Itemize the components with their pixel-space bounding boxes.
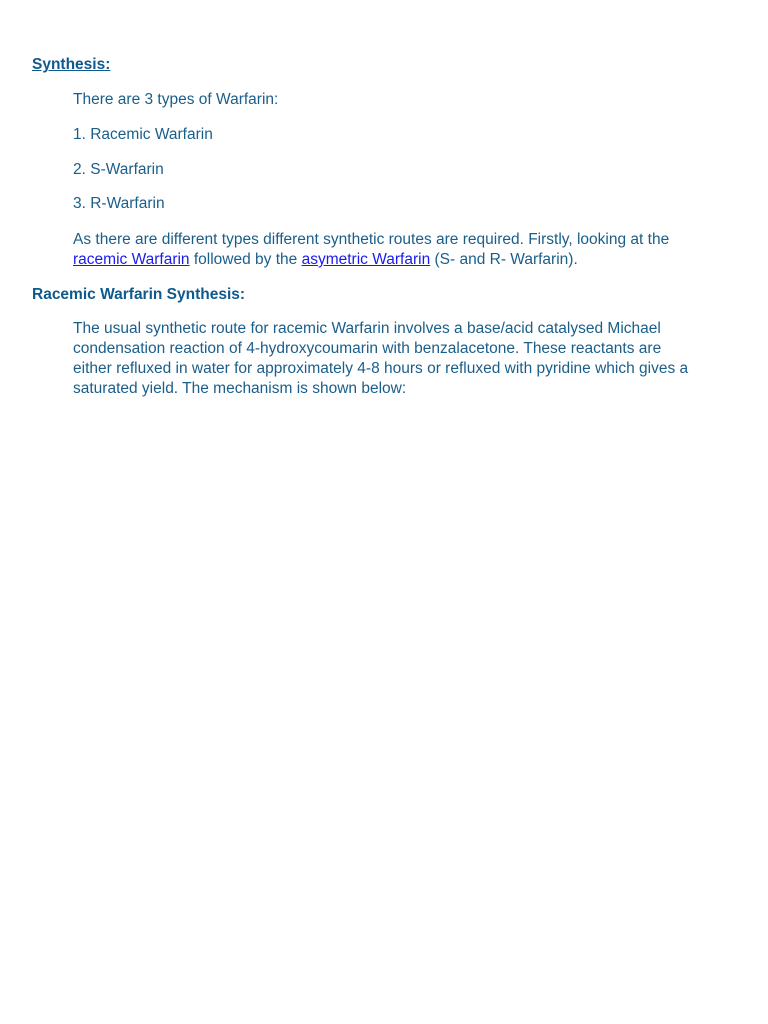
routes-text-middle: followed by the — [189, 251, 302, 268]
type-item-s: 2. S-Warfarin — [73, 161, 164, 178]
routes-text-before: As there are different types different synthetic routes are required. Firstly, looking at the — [73, 231, 670, 248]
type-item-racemic: 1. Racemic Warfarin — [73, 126, 213, 143]
racemic-warfarin-link[interactable]: racemic Warfarin — [73, 251, 190, 268]
routes-paragraph — [73, 230, 693, 270]
routes-text-after: (S- and R- Warfarin). — [430, 251, 578, 268]
asymetric-warfarin-link[interactable]: asymetric Warfarin — [301, 251, 431, 268]
racemic-synthesis-heading: Racemic Warfarin Synthesis: — [32, 286, 246, 303]
types-intro: There are 3 types of Warfarin: — [73, 91, 279, 108]
synthesis-heading: Synthesis: — [32, 56, 111, 73]
racemic-synthesis-body: The usual synthetic route for racemic Warfarin involves a base/acid catalysed Michael condensation reaction of 4-hydroxycoumarin with benzalacetone. These reactants are either refluxed in water for approximately 4-8 hours or refluxed with pyridine which gives a saturated yield. The mechanism is shown below: — [73, 320, 689, 397]
type-item-r: 3. R-Warfarin — [73, 195, 165, 212]
